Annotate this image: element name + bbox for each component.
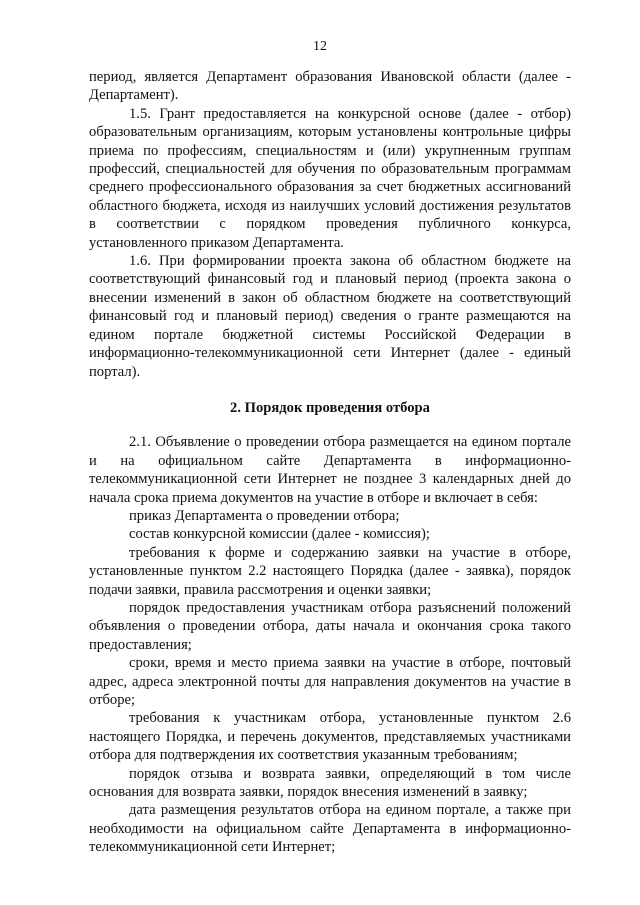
list-item: требования к участникам отбора, установленные пунктом 2.6 настоящего Порядка, и перечень документов, представляемых участниками отбора для подтверждения их соответствия указанным требованиям; xyxy=(89,710,571,764)
section-heading: 2. Порядок проведения отбора xyxy=(230,399,430,416)
paragraph: 1.6. При формировании проекта закона об областном бюджете на соответствующий финансовый год и плановый период (проекта закона о внесении изменений в закон об областном бюджете на соответствующий финансовый год и плановый период) сведения о гранте размещаются на едином портале бюджетной системы Российской Федерации в информационно-телекоммуникационной сети Интернет (далее - единый портал). xyxy=(89,253,571,380)
document-body xyxy=(89,68,571,857)
paragraph: 2.1. Объявление о проведении отбора размещается на едином портале и на официальном сайте Департамента в информационно-телекоммуникационной сети Интернет не позднее 3 календарных дней до начала срока приема документов на участие в отборе и включает в себя: xyxy=(89,434,571,506)
list-item: дата размещения результатов отбора на едином портале, а также при необходимости на официальном сайте Департамента в информационно-телекоммуникационной сети Интернет; xyxy=(89,802,571,856)
list-item: требования к форме и содержанию заявки на участие в отборе, установленные пунктом 2.2 настоящего Порядка (далее - заявка), порядок подачи заявки, правила рассмотрения и оценки заявки; xyxy=(89,544,571,598)
paragraph: период, является Департамент образования Ивановской области (далее - Департамент). xyxy=(89,69,571,104)
list-item: сроки, время и место приема заявки на участие в отборе, почтовый адрес, адреса электронной почты для направления документов на участие в отборе; xyxy=(89,655,571,708)
list-item: приказ Департамента о проведении отбора; xyxy=(129,507,400,524)
page-number: 12 xyxy=(313,39,327,54)
list-item: порядок отзыва и возврата заявки, определяющий в том числе основания для возврата заявки, порядок внесения изменений в заявку; xyxy=(89,765,571,801)
paragraph: 1.5. Грант предоставляется на конкурсной основе (далее - отбор) образовательным организациям, которым установлены контрольные цифры приема по профессиям, специальностям и (или) укрупненным группам профессий, специальностей для обучения по образовательным программам среднего профессионального образования за счет бюджетных ассигнований областного бюджета, исходя из наилучших условий достижения результатов в соответствии с порядком проведения публичного конкурса, установленного приказом Департамента. xyxy=(89,105,571,251)
list-item: состав конкурсной комиссии (далее - комиссия); xyxy=(129,526,430,543)
list-item: порядок предоставления участникам отбора разъяснений положений объявления о проведении отбора, даты начала и окончания срока такого предоставления; xyxy=(89,599,571,653)
